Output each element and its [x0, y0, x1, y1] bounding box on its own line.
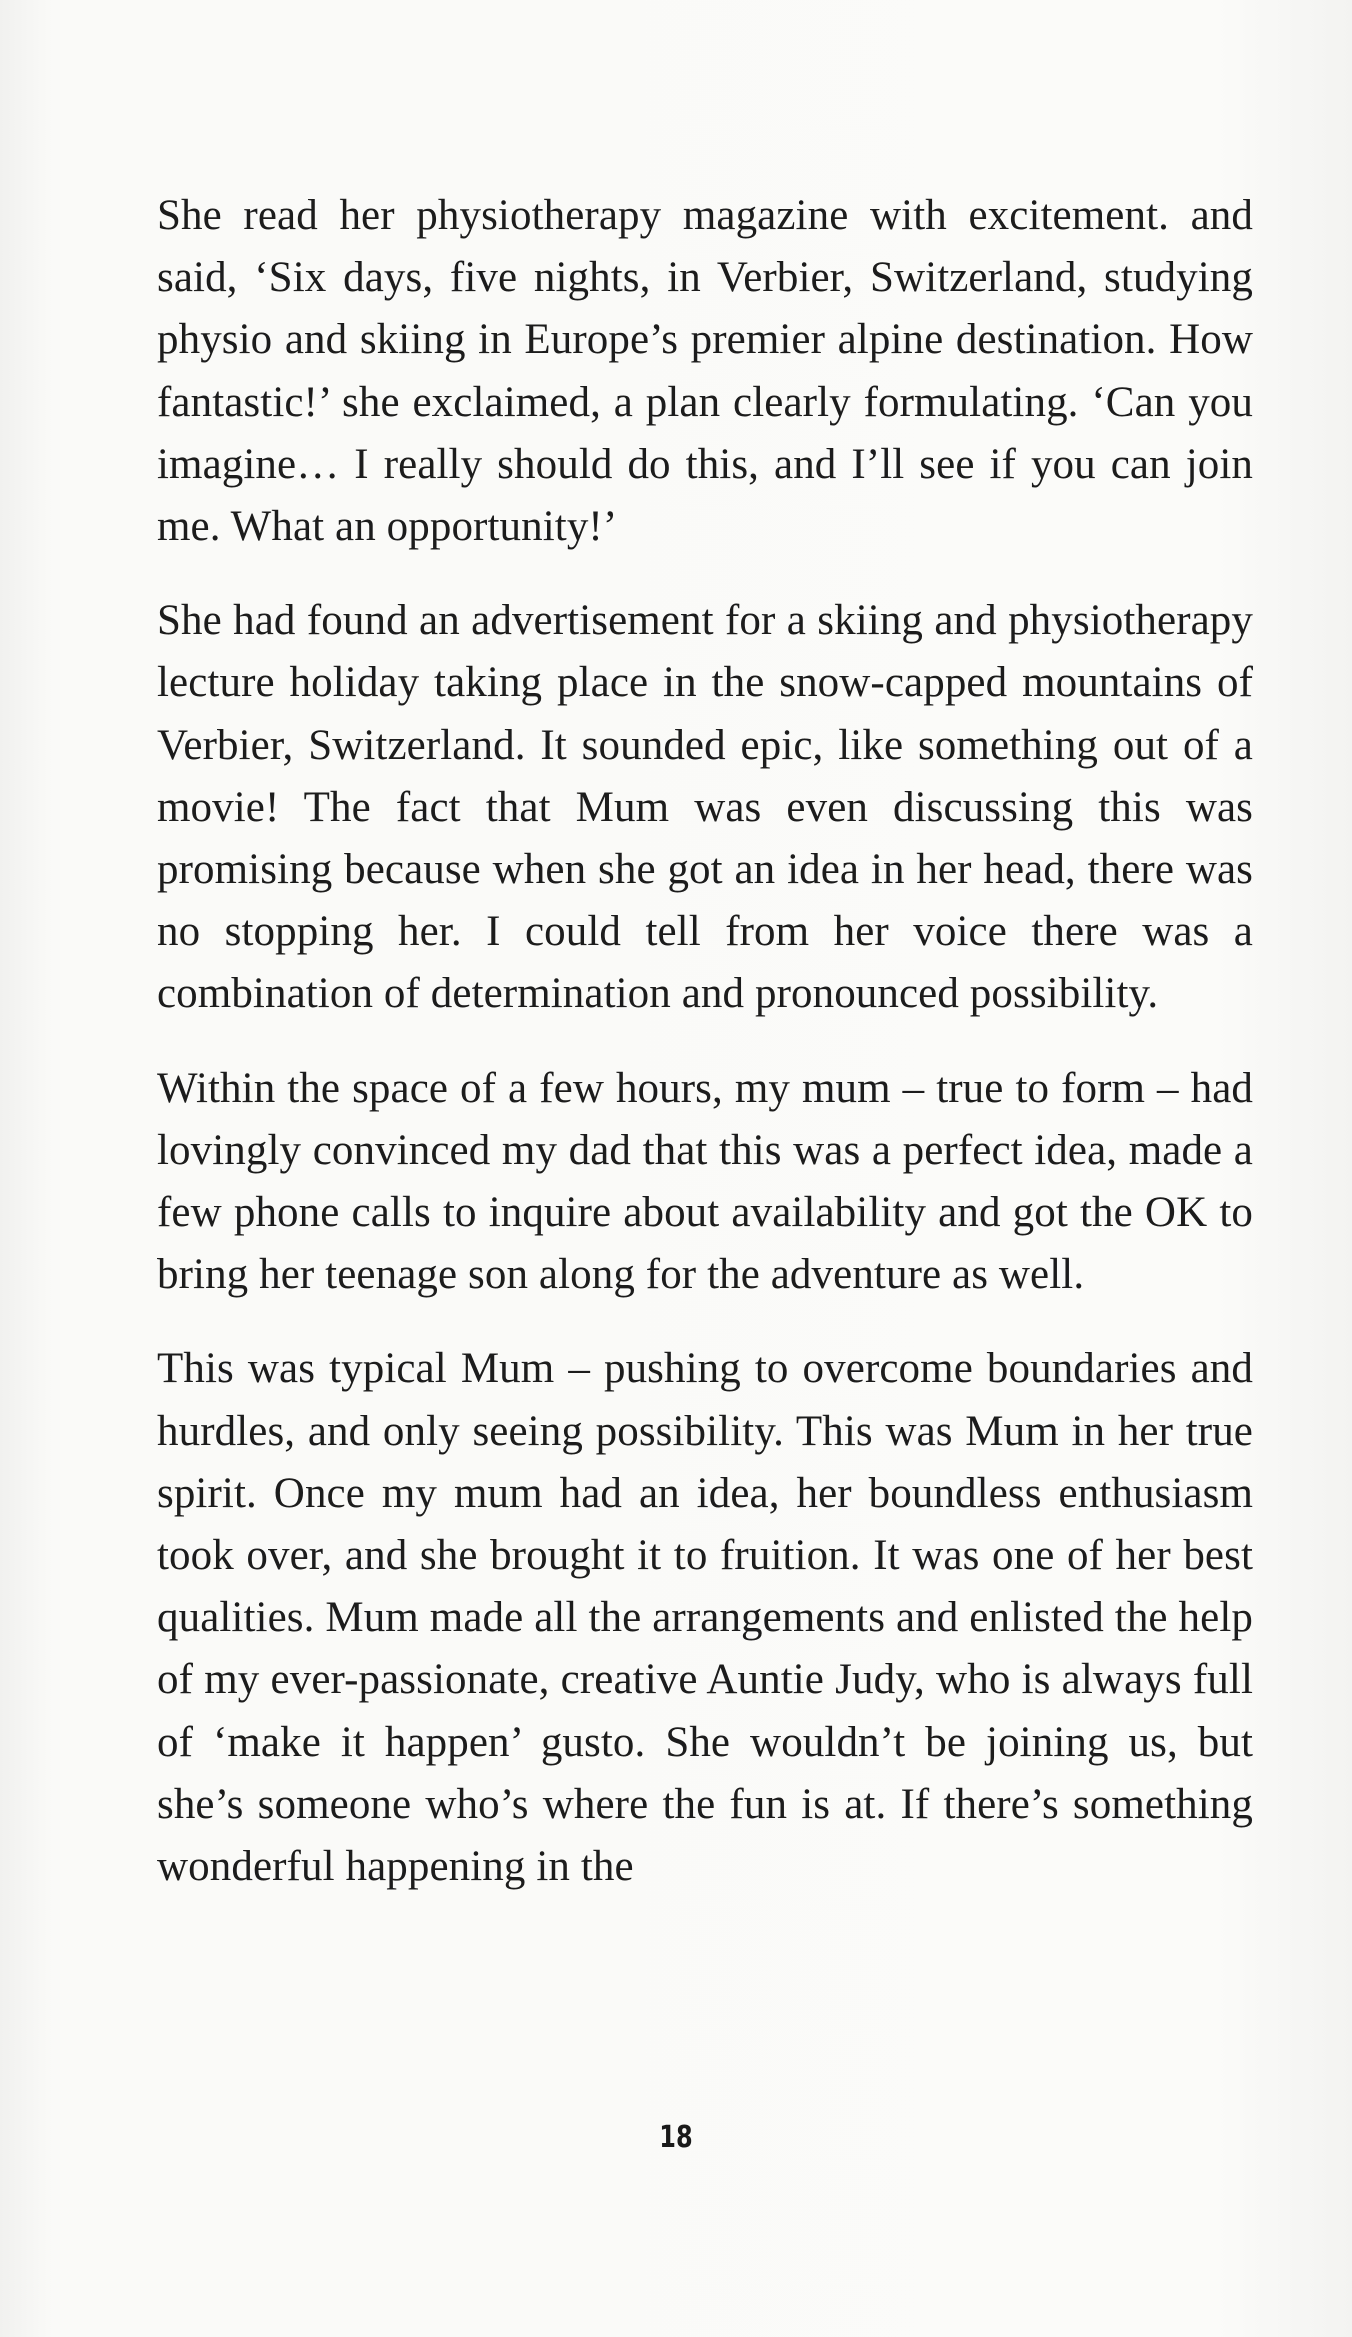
paragraph-4: This was typical Mum – pushing to overcome boundaries and hurdles, and only seeing possibility. This was Mum in her true spirit. Once my mum had an idea, her boundless enthusiasm took over, and she brought it to fruition. It was one of her best qualities. Mum made all the arrangements and enlisted the help of my ever-passionate, creative Auntie Judy, who is always full of ‘make it happen’ gusto. She wouldn’t be joining us, but she’s someone who’s where the fun is at. If there’s something wonderful happening in the [157, 1345, 1253, 1891]
paragraph-3: Within the space of a few hours, my mum – true to form – had lovingly convinced my dad that this was a perfect idea, made a few phone calls to inquire about availability and got the OK to bring her teenage son along for the adventure as well. [157, 1064, 1253, 1299]
paragraph-2: She had found an advertisement for a skiing and physiotherapy lecture holiday taking place in the snow-capped mountains of Verbier, Switzerland. It sounded epic, like something out of a movie! The fact that Mum was even discussing this was promising because when she got an idea in her head, there was no stopping her. I could tell from her voice there was a combination of determination and pronounced possibility. [157, 597, 1253, 1018]
page-number: 18 [659, 2120, 693, 2155]
body-text [157, 185, 1253, 1930]
paragraph-1: She read her physiotherapy magazine with excitement. and said, ‘Six days, five nights, in Verbier, Switzerland, studying physio and skiing in Europe’s premier alpine destination. How fantastic!’ she exclaimed, a plan clearly formulating. ‘Can you imagine… I really should do this, and I’ll see if you can join me. What an opportunity!’ [157, 192, 1253, 551]
